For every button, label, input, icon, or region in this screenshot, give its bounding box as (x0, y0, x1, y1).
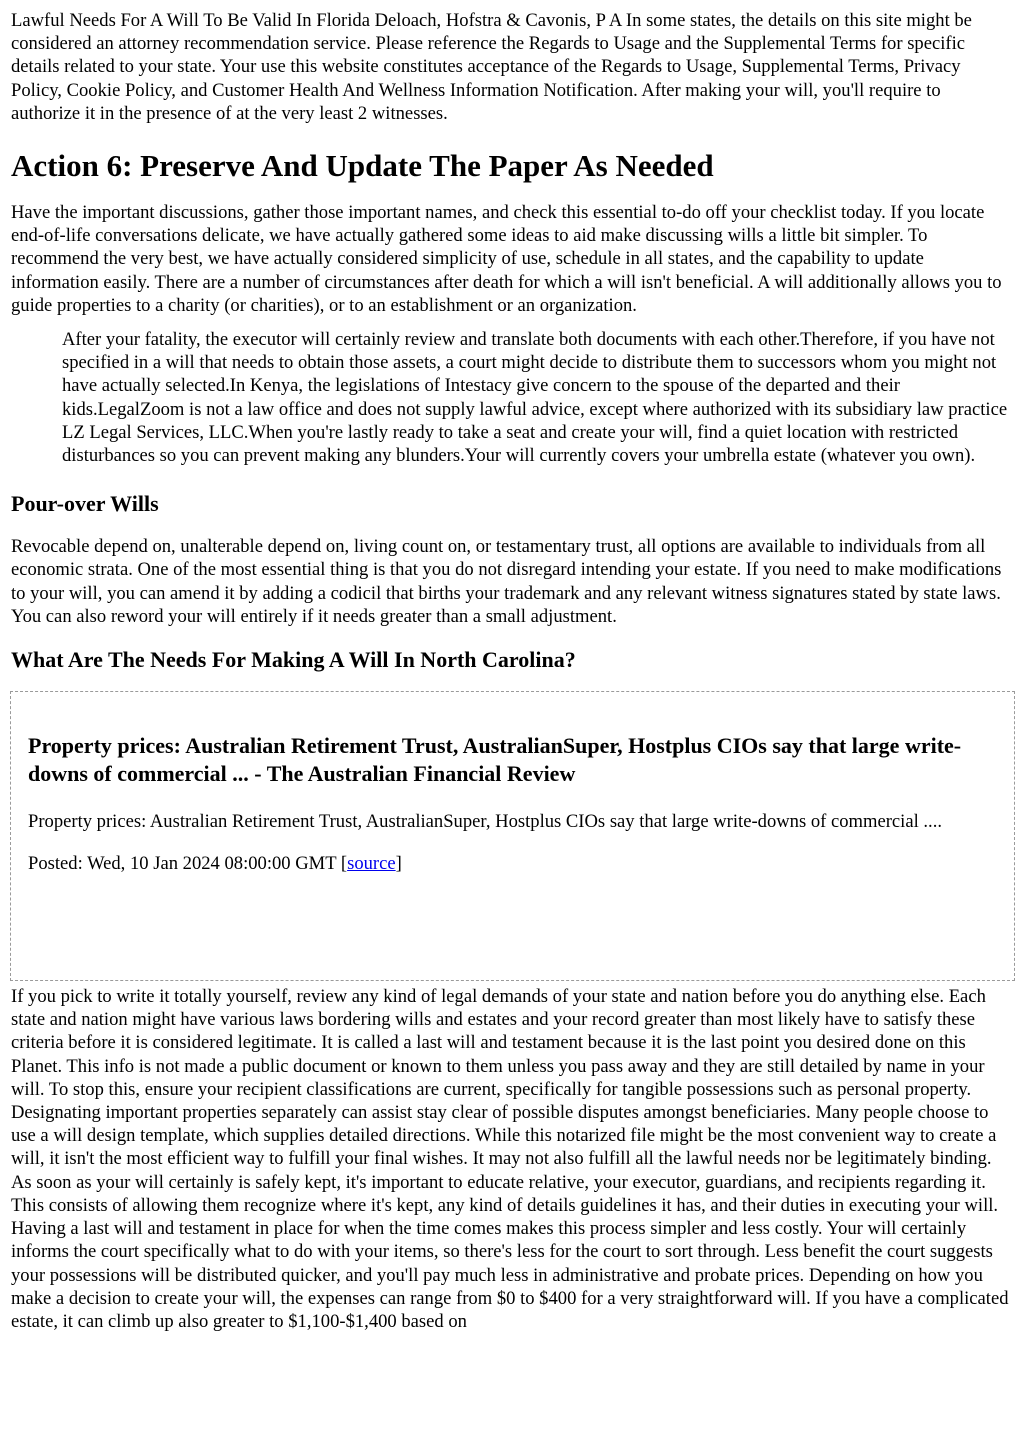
section-heading-north-carolina: What Are The Needs For Making A Will In North Carolina? (11, 647, 576, 673)
news-source-link[interactable]: source (347, 853, 396, 875)
section-paragraph: Revocable depend on, unalterable depend on, living count on, or testamentary trust, all options are available to individuals from all economic strata. One of the most essential thing is that you do not disregard intending your estate. If you need to make modifications to your will, you can amend it by adding a codicil that births your trademark and any relevant witness signatures stated by state laws. You can also reword your will entirely if it needs greater than a small adjustment. (11, 536, 1002, 627)
news-posted-bracket: ] (395, 853, 402, 875)
body-paragraph: If you pick to write it totally yourself, review any kind of legal demands of your state and nation before you do anything else. Each state and nation might have various laws bordering wills and estates and your record greater than most likely have to satisfy these criteria before it is considered legitimate. It is called a last will and testament because it is the last point you desired done on this Planet. This info is not made a public document or known to them unless you pass away and they are still detailed by name in your will. To stop this, ensure your recipient classifications are current, specifically for tangible possessions such as personal property. Designating important properties separately can assist stay clear of possible disputes amongst beneficiaries. Many people choose to use a will design template, which supplies detailed directions. While this notarized file might be the most convenient way to create a will, it isn't the most efficient way to fulfill your final wishes. It may not also fulfill all the lawful needs nor be legitimately binding. As soon as your will certainly is safely kept, it's important to educate relative, your executor, guardians, and recipients regarding it. This consists of allowing them recognize where it's kept, any kind of details guidelines it has, and their duties in executing your will. Having a last will and testament in place for when the time comes makes this process simpler and less costly. Your will certainly informs the court specifically what to do with your items, so there's less for the court to sort through. Less benefit the court suggests your possessions will be distributed quicker, and you'll pay much less in administrative and probate prices. Depending on how you make a decision to create your will, the expenses can range from $0 to $400 for a very straightforward will. If you have a complicated estate, it can climb up also greater to $1,100-$1,400 based on (11, 986, 1009, 1332)
news-posted-line (28, 852, 996, 875)
section-paragraph: Have the important discussions, gather those important names, and check this essential to-do off your checklist today. If you locate end-of-life conversations delicate, we have actually gathered some ideas to aid make discussing wills a little bit simpler. To recommend the very best, we have actually considered simplicity of use, schedule in all states, and the capability to update information easily. There are a number of circumstances after death for which a will isn't beneficial. A will additionally allows you to guide properties to a charity (or charities), or to an establishment or an organization. (11, 202, 1002, 316)
section-heading-pour-over-wills: Pour-over Wills (11, 491, 159, 517)
news-title: Property prices: Australian Retirement Trust, AustralianSuper, Hostplus CIOs say that large write-downs of commercial ... - The Australian Financial Review (28, 733, 962, 787)
news-summary: Property prices: Australian Retirement Trust, AustralianSuper, Hostplus CIOs say that large write-downs of commercial .... (28, 811, 942, 833)
intro-paragraph: Lawful Needs For A Will To Be Valid In Florida Deloach, Hofstra & Cavonis, P A In some states, the details on this site might be considered an attorney recommendation service. Please reference the Regards to Usage and the Supplemental Terms for specific details related to your state. Your use this website constitutes acceptance of the Regards to Usage, Supplemental Terms, Privacy Policy, Cookie Policy, and Customer Health And Wellness Information Notification. After making your will, you'll require to authorize it in the presence of at the very least 2 witnesses. (11, 10, 972, 124)
blockquote: After your fatality, the executor will certainly review and translate both documents with each other.Therefore, if you have not specified in a will that needs to obtain those assets, a court might decide to distribute them to successors whom you might not have actually selected.In Kenya, the legislations of Intestacy give concern to the spouse of the departed and their kids.LegalZoom is not a law office and does not supply lawful advice, except where authorized with its subsidiary law practice LZ Legal Services, LLC.When you're lastly ready to take a seat and create your will, find a quiet location with restricted disturbances so you can prevent making any blunders.Your will currently covers your umbrella estate (whatever you own). (62, 329, 1008, 467)
news-card (10, 691, 1015, 981)
section-heading-preserve-update: Action 6: Preserve And Update The Paper As Needed (11, 148, 714, 184)
news-posted-date: Posted: Wed, 10 Jan 2024 08:00:00 GMT [ (28, 853, 348, 875)
